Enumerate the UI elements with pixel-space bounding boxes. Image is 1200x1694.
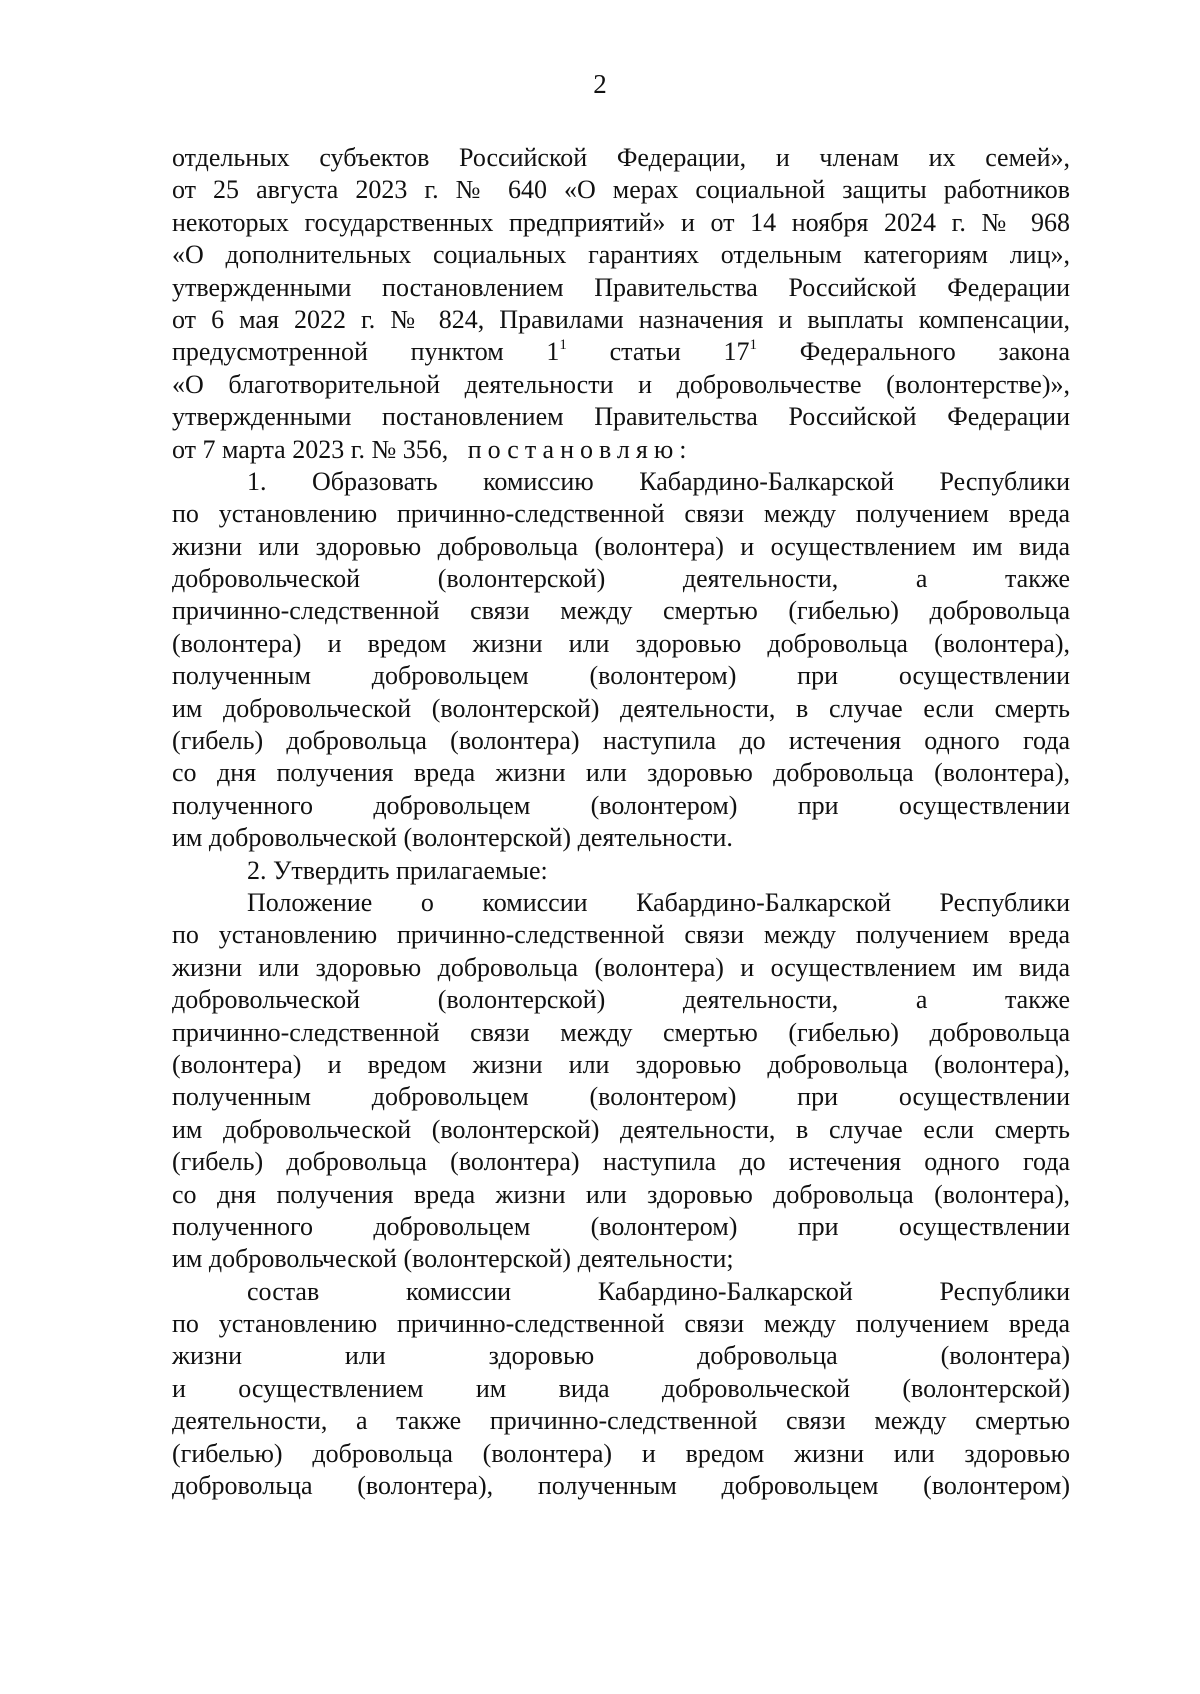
text-fragment: предусмотренной пунктом 1 <box>172 337 560 367</box>
text-line: «О благотворительной деятельности и добровольчестве (волонтерстве)», <box>172 369 1070 399</box>
text-line: им добровольческой (волонтерской) деятельности, в случае если смерть <box>172 693 1070 723</box>
text-line: полученного добровольцем (волонтером) при осуществлении <box>172 1211 1070 1241</box>
text-line: (гибелью) добровольца (волонтера) и вредом жизни или здоровью <box>172 1438 1070 1468</box>
text-line: отдельных субъектов Российской Федерации, и членам их семей», <box>172 143 1070 172</box>
text-line: по установлению причинно-следственной связи между получением вреда <box>172 1309 1070 1339</box>
text-line: (гибель) добровольца (волонтера) наступила до истечения одного года <box>172 1147 1070 1177</box>
text-line: некоторых государственных предприятий» и от 14 ноября 2024 г. № 968 <box>172 207 1070 237</box>
text-line: добровольческой (волонтерской) деятельности, а также <box>172 564 1070 594</box>
resolution-word: постановляю: <box>467 434 693 464</box>
text-line: (волонтера) и вредом жизни или здоровью добровольца (волонтера), <box>172 628 1070 658</box>
text-line: им добровольческой (волонтерской) деятельности; <box>172 1244 734 1274</box>
resolution-line <box>172 434 1070 466</box>
text-fragment: статьи 17 <box>566 337 750 367</box>
text-line: по установлению причинно-следственной связи между получением вреда <box>172 499 1070 529</box>
text-line: деятельности, а также причинно-следственной связи между смертью <box>172 1406 1070 1436</box>
text-line: причинно-следственной связи между смертью (гибелью) добровольца <box>172 1017 1070 1047</box>
paragraph-start: 1. Образовать комиссию Кабардино-Балкарской Республики <box>247 466 1070 496</box>
page-number: 2 <box>593 69 607 99</box>
text-line: утвержденными постановлением Правительства Российской Федерации <box>172 272 1070 302</box>
text-line: и осуществлением им вида добровольческой (волонтерской) <box>172 1373 1070 1403</box>
text-line: жизни или здоровью добровольца (волонтера) и осуществлением им вида <box>172 952 1070 982</box>
text-line: утвержденными постановлением Правительства Российской Федерации <box>172 402 1070 432</box>
text-line: по установлению причинно-следственной связи между получением вреда <box>172 920 1070 950</box>
text-line: им добровольческой (волонтерской) деятельности, в случае если смерть <box>172 1114 1070 1144</box>
superscript: 1 <box>749 337 758 354</box>
text-line: добровольца (волонтера), полученным добровольцем (волонтером) <box>172 1471 1070 1501</box>
text-line: им добровольческой (волонтерской) деятельности. <box>172 823 733 853</box>
text-fragment: Федерального закона <box>757 337 1070 367</box>
text-line: «О дополнительных социальных гарантиях отдельным категориям лиц», <box>172 240 1070 270</box>
paragraph-start: Положение о комиссии Кабардино-Балкарской Республики <box>247 887 1070 917</box>
superscript: 1 <box>559 337 567 354</box>
text-line: от 25 августа 2023 г. № 640 «О мерах социальной защиты работников <box>172 175 1070 205</box>
text-line: (волонтера) и вредом жизни или здоровью добровольца (волонтера), <box>172 1049 1070 1079</box>
document-body <box>172 142 1070 1502</box>
text-line: добровольческой (волонтерской) деятельности, а также <box>172 985 1070 1015</box>
text-line: жизни или здоровью добровольца (волонтера) <box>172 1341 1070 1371</box>
text-line: жизни или здоровью добровольца (волонтера) и осуществлением им вида <box>172 531 1070 561</box>
text-line: полученным добровольцем (волонтером) при осуществлении <box>172 661 1070 691</box>
text-fragment: от 7 марта 2023 г. № 356, <box>172 434 449 464</box>
text-line: (гибель) добровольца (волонтера) наступила до истечения одного года <box>172 726 1070 756</box>
text-line-with-superscripts <box>172 336 1070 368</box>
text-line: со дня получения вреда жизни или здоровью добровольца (волонтера), <box>172 1179 1070 1209</box>
paragraph-start: 2. Утвердить прилагаемые: <box>247 855 548 885</box>
paragraph-start: состав комиссии Кабардино-Балкарской Республики <box>247 1276 1070 1306</box>
text-line: со дня получения вреда жизни или здоровью добровольца (волонтера), <box>172 758 1070 788</box>
text-line: полученным добровольцем (волонтером) при осуществлении <box>172 1082 1070 1112</box>
text-line: полученного добровольцем (волонтером) при осуществлении <box>172 790 1070 820</box>
text-line: причинно-следственной связи между смертью (гибелью) добровольца <box>172 596 1070 626</box>
text-line: от 6 мая 2022 г. № 824, Правилами назначения и выплаты компенсации, <box>172 304 1070 334</box>
